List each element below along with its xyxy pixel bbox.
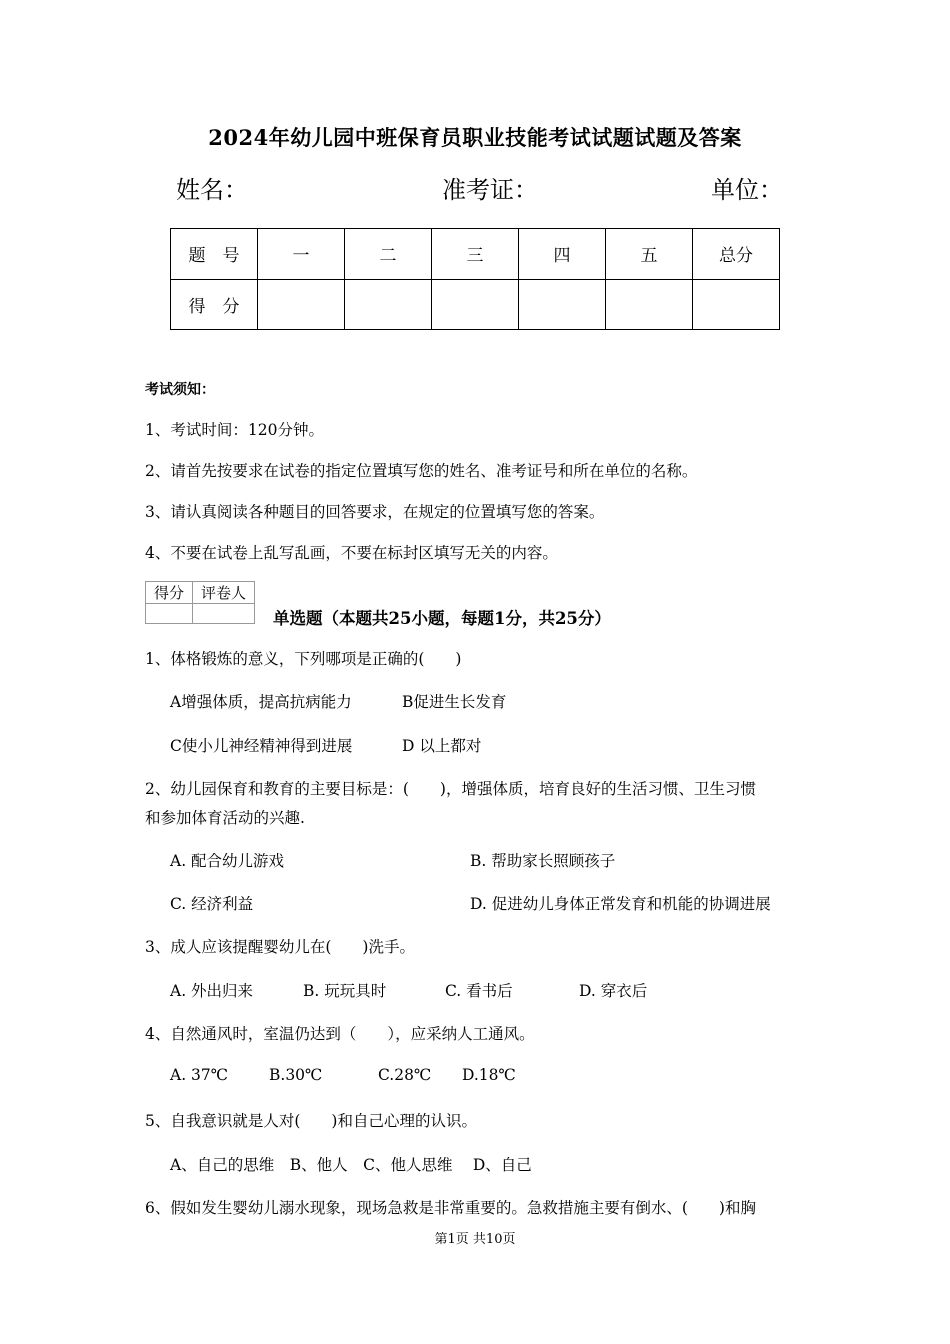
- page-footer: 第1页 共10页: [434, 1232, 516, 1247]
- question-4-option-c: C.28℃: [378, 1066, 432, 1084]
- score-table-header-cell: 一: [258, 229, 345, 280]
- question-6-stem: 6、假如发生婴幼儿溺水现象，现场急救是非常重要的。急救措施主要有倒水、( )和胸: [145, 1199, 756, 1217]
- score-cell[interactable]: [258, 279, 345, 330]
- question-3-option-b: B. 玩玩具时: [303, 982, 387, 1000]
- grader-score-label: 得分: [146, 582, 193, 604]
- score-table-score-row: [171, 279, 780, 330]
- score-cell[interactable]: [606, 279, 693, 330]
- question-4-option-d: D.18℃: [462, 1066, 516, 1084]
- score-table-header-row: [171, 229, 780, 280]
- notice-title: 考试须知：: [145, 382, 215, 398]
- question-4-stem: 4、自然通风时，室温仍达到（ ），应采纳人工通风。: [145, 1025, 535, 1043]
- name-field-label: 姓名：: [176, 176, 248, 204]
- score-table-header-cell: 五: [606, 229, 693, 280]
- exam-id-field-label: 准考证：: [442, 176, 538, 204]
- grader-name-cell[interactable]: [193, 604, 255, 624]
- grader-name-label: 评卷人: [193, 582, 255, 604]
- score-table-header-cell: 三: [432, 229, 519, 280]
- question-2-option-d: D. 促进幼儿身体正常发育和机能的协调进展: [470, 895, 771, 913]
- notice-item: 3、请认真阅读各种题目的回答要求，在规定的位置填写您的答案。: [145, 503, 605, 521]
- question-3-option-a: A. 外出归来: [170, 982, 254, 1000]
- score-table-header-cell: 四: [519, 229, 606, 280]
- question-1-option-d: D 以上都对: [402, 737, 482, 755]
- score-cell[interactable]: [519, 279, 606, 330]
- score-table: [170, 228, 780, 330]
- notice-item: 1、考试时间：120分钟。: [145, 421, 324, 439]
- notice-item: 4、不要在试卷上乱写乱画，不要在标封区填写无关的内容。: [145, 544, 558, 562]
- question-1-stem: 1、体格锻炼的意义，下列哪项是正确的( ): [145, 650, 462, 668]
- question-4-option-b: B.30℃: [269, 1066, 323, 1084]
- score-table-header-label: 题 号: [171, 229, 258, 280]
- question-2-stem-continued: 和参加体育活动的兴趣.: [145, 809, 305, 827]
- question-5-options: A、自己的思维 B、他人 C、他人思维 D、自己: [170, 1156, 532, 1174]
- question-3-stem: 3、成人应该提醒婴幼儿在( )洗手。: [145, 938, 415, 956]
- score-cell[interactable]: [432, 279, 519, 330]
- question-3-option-c: C. 看书后: [445, 982, 513, 1000]
- grader-box: [145, 581, 255, 624]
- score-table-header-cell: 二: [345, 229, 432, 280]
- question-1-option-c: C使小儿神经精神得到进展: [170, 737, 353, 755]
- question-1-option-a: A增强体质，提高抗病能力: [170, 693, 352, 711]
- section-heading: 单选题（本题共25小题，每题1分，共25分）: [273, 609, 611, 628]
- notice-item: 2、请首先按要求在试卷的指定位置填写您的姓名、准考证号和所在单位的名称。: [145, 462, 698, 480]
- score-cell[interactable]: [345, 279, 432, 330]
- score-cell-total[interactable]: [693, 279, 780, 330]
- question-3-option-d: D. 穿衣后: [579, 982, 648, 1000]
- question-2-option-c: C. 经济利益: [170, 895, 254, 913]
- score-table-header-total: 总分: [693, 229, 780, 280]
- score-table-row-label: 得 分: [171, 279, 258, 330]
- question-2-option-b: B. 帮助家长照顾孩子: [470, 852, 616, 870]
- document-title: 2024年幼儿园中班保育员职业技能考试试题试题及答案: [208, 125, 742, 150]
- question-4-option-a: A. 37℃: [170, 1066, 229, 1084]
- question-2-option-a: A. 配合幼儿游戏: [170, 852, 285, 870]
- question-1-option-b: B促进生长发育: [402, 693, 507, 711]
- grader-score-cell[interactable]: [146, 604, 193, 624]
- question-2-stem: 2、幼儿园保育和教育的主要目标是：( )，增强体质，培育良好的生活习惯、卫生习惯: [145, 780, 756, 798]
- unit-field-label: 单位：: [711, 176, 783, 204]
- question-5-stem: 5、自我意识就是人对( )和自己心理的认识。: [145, 1112, 477, 1130]
